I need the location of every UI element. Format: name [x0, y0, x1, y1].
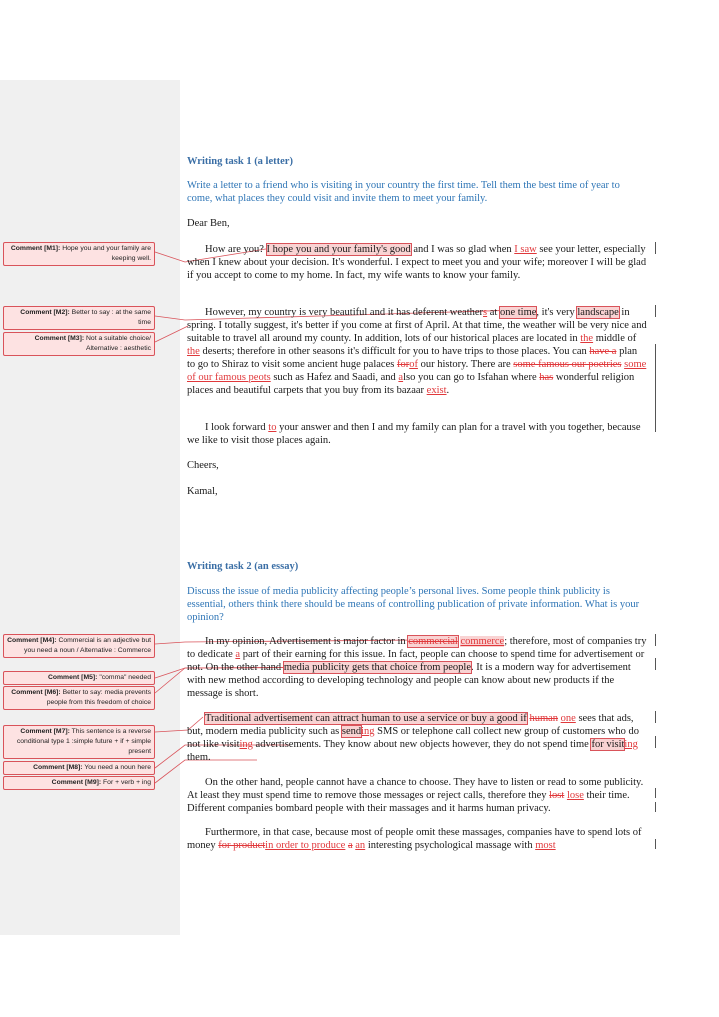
deleted-text: human: [529, 713, 559, 724]
commented-text: media publicity gets that choice from people: [283, 662, 472, 673]
task2-paragraph-3: [187, 776, 647, 815]
deleted-text: commercial: [408, 636, 458, 647]
closing: Cheers,: [187, 460, 219, 471]
deleted-text: for: [396, 359, 410, 370]
change-bar: [655, 839, 656, 849]
comment-label: Comment [M6]:: [11, 689, 61, 696]
comment-text: For + verb + ing: [103, 779, 151, 786]
comment-text: Hope you and your family are keeping well.: [62, 245, 151, 262]
commented-text: Traditional advertisement can attract human to use a service or buy a good if: [205, 713, 527, 724]
text: I look forward: [205, 422, 266, 433]
inserted-text: ing: [624, 739, 638, 750]
inserted-text: commerce: [460, 636, 505, 647]
comment-label: Comment [M1]:: [10, 245, 61, 252]
comment-label: Comment [M5]:: [47, 674, 98, 681]
change-bar: [655, 788, 656, 798]
comment-label: Comment [M7]:: [20, 728, 70, 735]
text: sees that ad: [578, 713, 627, 724]
task2-paragraph-4: [187, 826, 647, 852]
text: However, my country is very beautiful and it has deferent weather: [205, 307, 484, 318]
inserted-text: lose: [566, 790, 584, 801]
deleted-text: a: [347, 840, 353, 851]
comment-label: Comment [M4]:: [7, 637, 57, 644]
text: their time. Different companies bombard people with their massages and it harms human privacy.: [187, 790, 630, 814]
comment-text: This sentence is a reverse conditional type 1 :simple future + if + simple present: [16, 728, 151, 755]
text: interesting psychological massage with: [367, 840, 533, 851]
change-bar: [655, 658, 656, 670]
change-bar: [655, 736, 656, 748]
salutation: Dear Ben,: [187, 218, 230, 229]
deleted-text: have a: [589, 346, 617, 357]
task2-paragraph-2: [187, 712, 647, 764]
comment-text: You need a noun here: [84, 764, 151, 771]
task1-prompt: Write a letter to a friend who is visiting in your country the first time. Tell them the best time of year to come, what places they could visit and invite them to meet your family.: [187, 180, 620, 204]
comment-m9[interactable]: [3, 776, 155, 790]
deleted-text: some famous our poetries: [513, 359, 622, 370]
inserted-text: an: [355, 840, 366, 851]
comment-text: Better to say : at the same time: [71, 309, 151, 326]
task2-heading: Writing task 2 (an essay): [187, 561, 299, 572]
inserted-text: I saw: [514, 244, 537, 255]
commented-text: send: [341, 726, 362, 737]
task1-paragraph-2: [187, 306, 647, 397]
text: your answer and then I and my family can plan for a travel with you together, because we like to visit those places again.: [187, 422, 641, 446]
change-bar: [655, 634, 656, 646]
inserted-text: ing: [361, 726, 375, 737]
change-bar: [655, 305, 656, 317]
text: middle of: [595, 333, 637, 344]
comment-m7[interactable]: [3, 725, 155, 759]
comment-m6[interactable]: [3, 686, 155, 710]
inserted-text: most: [535, 840, 556, 851]
text: see your letter, especially when I knew about your decision. It's wonderful. I expect to meet you and your wife; moreover I will be glad if you accept to come to my home. In fact, my wife wants to know your family.: [187, 244, 647, 281]
inserted-text: of: [409, 359, 418, 370]
task1-paragraph-1: [187, 243, 647, 282]
text: advertisements. They know about new objects however, they do not spend time: [255, 739, 589, 750]
change-bar: [655, 242, 656, 254]
commented-text: I hope you and your family's good: [266, 244, 411, 255]
text: s, but, modern media publicity such as: [187, 713, 634, 737]
inserted-text: ing: [239, 739, 253, 750]
text: In my opinion, Advertisement is major factor in: [205, 636, 406, 647]
inserted-text: the: [580, 333, 594, 344]
text: part of their earning for this issue. In fact, people can choose to spend time for advertisement or not. On the other hand: [187, 649, 645, 673]
comment-text: "comma" needed: [99, 674, 151, 681]
inserted-text: to: [268, 422, 277, 433]
change-bar: [655, 711, 656, 723]
comment-label: Comment [M8]:: [33, 764, 83, 771]
change-bar: [655, 802, 656, 812]
text: ; therefore, most of companies try to dedicate: [187, 636, 647, 660]
change-bar: [655, 344, 656, 432]
commented-text: one time: [499, 307, 537, 318]
deleted-text: lost: [549, 790, 565, 801]
text: plan to go to Shiraz to visit some ancient huge palaces: [187, 346, 638, 370]
deleted-text: for product: [218, 840, 266, 851]
text: . It is a modern way for advertisement with new method according to developing technology and people can know about new products if the message is short.: [187, 662, 631, 699]
comment-m4[interactable]: [3, 634, 155, 658]
text: , it's very: [536, 307, 575, 318]
inserted-text: a: [235, 649, 241, 660]
text: and I was so glad when: [413, 244, 512, 255]
comment-text: Better to say: media prevents people from this freedom of choice: [46, 689, 151, 706]
task1-paragraph-3: [187, 421, 647, 447]
text: On the other hand, people cannot have a chance to choose. They have to listen or read to some publicity. At least they must spend time to remove those messages or reject calls, therefore they: [187, 777, 644, 801]
task2-prompt: Discuss the issue of media publicity affecting people’s personal lives. Some people think publicity is essential, others think there should be means of controlling publication of private information. What is your opinion?: [187, 586, 640, 623]
comment-m1[interactable]: [3, 242, 155, 266]
task1-heading: Writing task 1 (a letter): [187, 156, 293, 167]
connector-3: [155, 326, 188, 342]
comment-m3[interactable]: [3, 332, 155, 356]
text: at: [487, 307, 498, 318]
comment-label: Comment [M3]:: [34, 335, 85, 342]
text: .: [446, 385, 450, 396]
text: How are you?: [205, 244, 264, 255]
comment-m5[interactable]: [3, 671, 155, 685]
commented-text: for visit: [591, 739, 625, 750]
text: our history. There are: [420, 359, 511, 370]
deleted-text: has: [539, 372, 554, 383]
text: wonderful religion places and beautiful carpets that you buy from its bazaar: [187, 372, 635, 396]
inserted-text: s: [483, 307, 488, 318]
text: SMS or telephone call collect new group of customers who do not like visit: [187, 726, 640, 750]
inserted-text: one: [560, 713, 576, 724]
text: them.: [187, 752, 211, 763]
task2-paragraph-1: [187, 635, 647, 700]
comment-text: Not a suitable choice/ Alternative : aesthetic: [86, 335, 151, 352]
commented-text: landscape: [577, 307, 619, 318]
inserted-text: exist: [426, 385, 447, 396]
inserted-text: some of our famous peots: [187, 359, 647, 383]
text: Furthermore, in that case, because most of people omit these massages, companies have to spend lots of money: [187, 827, 642, 851]
comment-m8[interactable]: [3, 761, 155, 775]
inserted-text: a: [398, 372, 404, 383]
text: deserts; therefore in other seasons it's difficult for you to have trips to those places. You can: [202, 346, 587, 357]
comment-m2[interactable]: [3, 306, 155, 330]
text: in spring. I totally suggest, it's better if you come at first of April. At that time, the weather will be very nice and suitable to travel all around my county. In addition, lots of our historical places are located in: [187, 307, 647, 344]
comment-label: Comment [M9]:: [51, 779, 102, 786]
inserted-text: in order to produce: [265, 840, 346, 851]
inserted-text: the: [187, 346, 200, 357]
text: lso you can go to Isfahan where: [403, 372, 537, 383]
signature: Kamal,: [187, 486, 218, 497]
comment-label: Comment [M2]:: [20, 309, 70, 316]
comment-text: Commercial is an adjective but you need a noun / Alternative : Commerce: [24, 637, 151, 654]
text: such as Hafez and Saadi, and: [273, 372, 396, 383]
